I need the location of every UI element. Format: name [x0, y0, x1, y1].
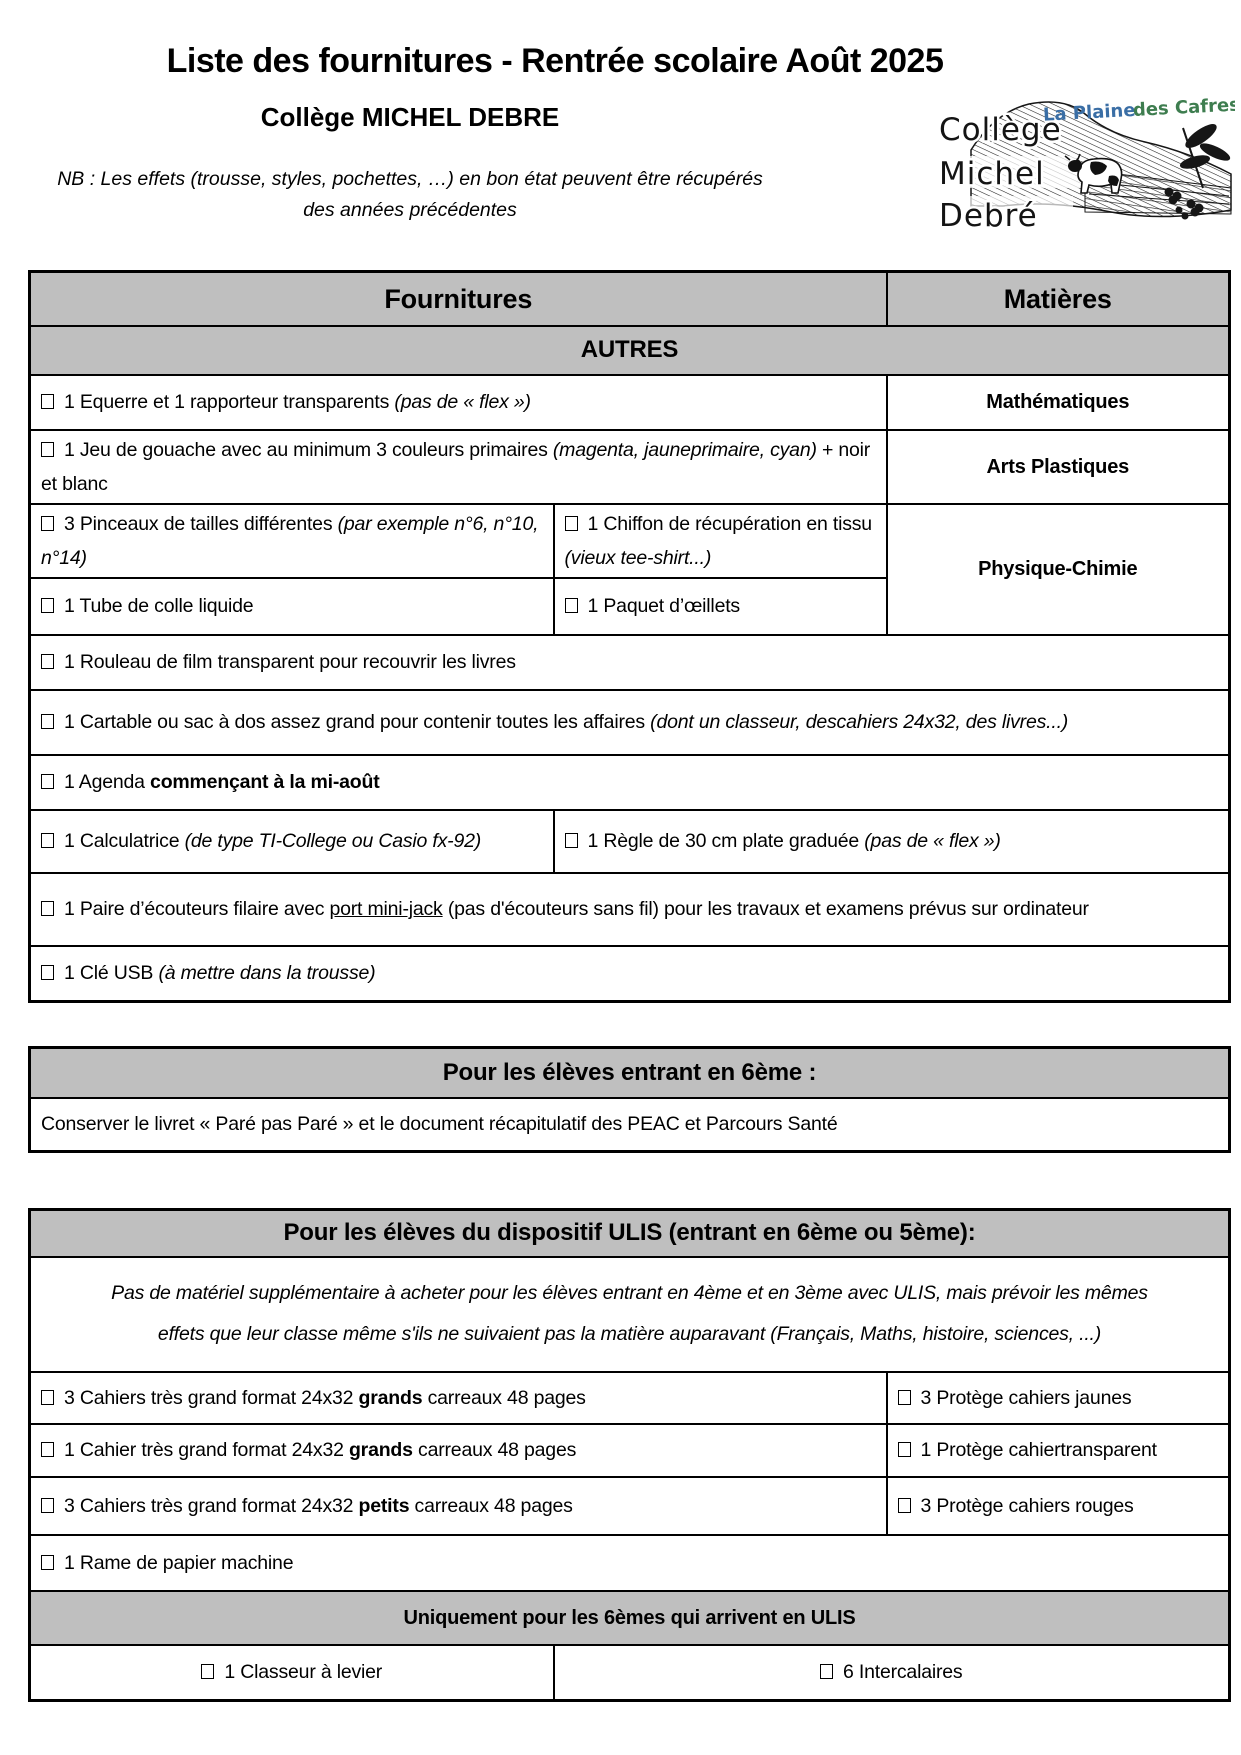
logo-text-michel: Michel — [939, 156, 1045, 192]
item-text: 1 Cahier très grand format 24x32 — [64, 1439, 349, 1461]
checkbox-icon — [41, 833, 54, 848]
item-text: + noir et blanc — [41, 438, 871, 495]
item-cle-usb — [30, 946, 1230, 1002]
item-cahier-grands-1 — [30, 1424, 887, 1477]
item-text: 3 Cahiers très grand format 24x32 — [64, 1494, 359, 1517]
item-protege-transparent — [887, 1424, 1230, 1477]
ulis-table — [28, 1208, 1231, 1702]
item-calculatrice — [30, 810, 554, 873]
supplies-table — [28, 270, 1231, 1003]
table-row — [30, 873, 1230, 946]
item-note: (pas de « flex ») — [394, 391, 531, 413]
item-note: (vieux tee-shirt...) — [564, 546, 712, 569]
table-row — [30, 1210, 1230, 1257]
table-row — [30, 635, 1230, 690]
logo-text-college: Collège — [939, 112, 1062, 148]
school-logo-graphic — [933, 92, 1235, 236]
checkbox-icon — [201, 1664, 214, 1679]
checkbox-icon — [41, 442, 54, 457]
checkbox-icon — [41, 901, 54, 916]
checkbox-icon — [41, 654, 54, 669]
section-header-autres: AUTRES — [30, 326, 1230, 375]
item-protege-rouges — [887, 1477, 1230, 1535]
table-row — [30, 755, 1230, 810]
item-text: 1 Calculatrice — [64, 830, 185, 852]
table-row — [30, 810, 1230, 873]
item-text: 1 Cartable ou sac à dos assez grand pour contenir toutes les affaires — [64, 711, 651, 733]
table-row — [30, 504, 1230, 578]
checkbox-icon — [565, 833, 578, 848]
item-text: 3 Protège cahiers rouges — [920, 1494, 1134, 1517]
item-text: 1 Tube de colle liquide — [64, 595, 254, 617]
item-intercalaires — [554, 1645, 1230, 1701]
checkbox-icon — [898, 1442, 911, 1457]
item-film — [30, 635, 1230, 690]
school-logo — [933, 92, 1235, 236]
logo-region-text-blue: La Plaine — [1042, 99, 1137, 126]
item-pinceaux — [30, 504, 554, 578]
item-text: 1 Protège cahiertransparent — [920, 1439, 1157, 1461]
checkbox-icon — [898, 1498, 911, 1513]
table-row — [30, 690, 1230, 755]
logo-text-debre: Debré — [939, 198, 1038, 234]
item-text: 3 Protège cahiers jaunes — [920, 1386, 1132, 1409]
table-row — [30, 946, 1230, 1002]
checkbox-icon — [41, 714, 54, 729]
item-text: 1 Equerre et 1 rapporteur transparents — [64, 391, 395, 413]
item-note: (dont un classeur, descahiers 24x32, des livres...) — [650, 711, 1069, 733]
checkbox-icon — [41, 598, 54, 613]
checkbox-icon — [41, 774, 54, 789]
item-text: carreaux 48 pages — [409, 1494, 573, 1517]
item-note: (pas de « flex ») — [864, 830, 1001, 852]
table-row — [30, 326, 1230, 375]
table-row — [30, 1098, 1230, 1152]
item-text: 3 Cahiers très grand format 24x32 — [64, 1386, 359, 1409]
checkbox-icon — [41, 965, 54, 980]
item-chiffon — [554, 504, 887, 578]
table-row — [30, 1477, 1230, 1535]
table-row — [30, 272, 1230, 326]
nb-note-line2: des années précédentes — [303, 199, 517, 221]
item-text-bold: petits — [358, 1494, 410, 1517]
section-header-ulis: Pour les élèves du dispositif ULIS (entrant en 6ème ou 5ème): — [30, 1210, 1230, 1257]
checkbox-icon — [41, 516, 54, 531]
item-text: 1 Clé USB — [64, 962, 159, 985]
table-row — [30, 1645, 1230, 1701]
item-note: (à mettre dans la trousse) — [158, 962, 376, 985]
table-row — [30, 1257, 1230, 1372]
section-header-6eme: Pour les élèves entrant en 6ème : — [30, 1048, 1230, 1098]
item-livret-pare: Conserver le livret « Paré pas Paré » et le document récapitulatif des PEAC et Parcours Santé — [30, 1098, 1230, 1152]
checkbox-icon — [41, 1498, 54, 1513]
checkbox-icon — [565, 598, 578, 613]
table-row — [30, 1424, 1230, 1477]
item-cahiers-grands-3 — [30, 1372, 887, 1424]
logo-region-text-green: des Cafres — [1132, 94, 1235, 121]
item-text: 1 Rouleau de film transparent pour recouvrir les livres — [64, 651, 516, 673]
item-protege-jaunes — [887, 1372, 1230, 1424]
item-note: (par exemple n°6, n°10, n°14) — [41, 512, 539, 569]
item-text: 3 Pinceaux de tailles différentes — [64, 512, 338, 535]
checkbox-icon — [41, 1390, 54, 1405]
item-note: (magenta, jauneprimaire, cyan) — [552, 438, 817, 461]
item-ecouteurs — [30, 873, 1230, 946]
item-text-underline: port mini-jack — [329, 898, 443, 920]
item-cahiers-petits-3 — [30, 1477, 887, 1535]
item-regle — [554, 810, 1230, 873]
item-agenda — [30, 755, 1230, 810]
checkbox-icon — [898, 1390, 911, 1405]
nb-note — [0, 164, 820, 226]
item-colle — [30, 578, 554, 635]
section-header-6eme-ulis: Uniquement pour les 6èmes qui arrivent en ULIS — [30, 1591, 1230, 1645]
item-text: 1 Agenda — [64, 771, 151, 793]
item-text: 6 Intercalaires — [843, 1661, 963, 1684]
table-row — [30, 375, 1230, 430]
subject-physique-chimie: Physique-Chimie — [887, 504, 1230, 635]
checkbox-icon — [565, 516, 578, 531]
item-text-bold: grands — [348, 1439, 413, 1461]
item-text: 1 Jeu de gouache avec au minimum 3 couleurs primaires — [64, 438, 553, 461]
checkbox-icon — [41, 1555, 54, 1570]
item-text: 1 Paquet d’œillets — [587, 595, 740, 617]
item-text: 1 Rame de papier machine — [64, 1551, 294, 1574]
ulis-note — [30, 1257, 1230, 1372]
ulis-note-line2: effets que leur classe même s'ils ne suivaient pas la matière auparavant (Français, Maths, histoire, sciences, ...) — [157, 1323, 1102, 1345]
item-oeillets — [554, 578, 887, 635]
nb-note-line1: NB : Les effets (trousse, styles, pochettes, …) en bon état peuvent être récupérés — [57, 168, 763, 190]
table-row — [30, 430, 1230, 504]
item-text: 1 Classeur à levier — [224, 1661, 383, 1684]
column-header-matieres: Matières — [887, 272, 1230, 326]
checkbox-icon — [41, 394, 54, 409]
sixieme-table — [28, 1046, 1231, 1153]
item-text: carreaux 48 pages — [422, 1386, 586, 1409]
ulis-note-line1: Pas de matériel supplémentaire à acheter pour les élèves entrant en 4ème et en 3ème avec ULIS, mais prévoir les mêmes — [111, 1282, 1148, 1304]
item-equerre — [30, 375, 887, 430]
item-note: (de type TI-College ou Casio fx-92) — [184, 830, 482, 852]
item-gouache — [30, 430, 887, 504]
page-title: Liste des fournitures - Rentrée scolaire Août 2025 — [166, 42, 944, 80]
item-text: 1 Règle de 30 cm plate graduée — [587, 830, 865, 852]
subject-arts-plastiques: Arts Plastiques — [887, 430, 1230, 504]
item-text-bold: grands — [358, 1386, 423, 1409]
item-text-bold: commençant à la mi-août — [150, 771, 380, 793]
item-text: 1 Chiffon de récupération en tissu — [587, 512, 872, 535]
checkbox-icon — [820, 1664, 833, 1679]
school-name: Collège MICHEL DEBRE — [260, 102, 560, 132]
table-row — [30, 1372, 1230, 1424]
item-text: carreaux 48 pages — [412, 1439, 577, 1461]
item-classeur-levier — [30, 1645, 554, 1701]
item-cartable — [30, 690, 1230, 755]
item-text: 1 Paire d’écouteurs filaire avec — [64, 898, 330, 920]
column-header-fournitures: Fournitures — [30, 272, 887, 326]
table-row — [30, 1535, 1230, 1591]
item-rame-papier — [30, 1535, 1230, 1591]
item-text: (pas d'écouteurs sans fil) pour les travaux et examens prévus sur ordinateur — [442, 898, 1089, 920]
table-row — [30, 1048, 1230, 1098]
table-row — [30, 1591, 1230, 1645]
checkbox-icon — [41, 1442, 54, 1457]
subject-mathematiques: Mathématiques — [887, 375, 1230, 430]
